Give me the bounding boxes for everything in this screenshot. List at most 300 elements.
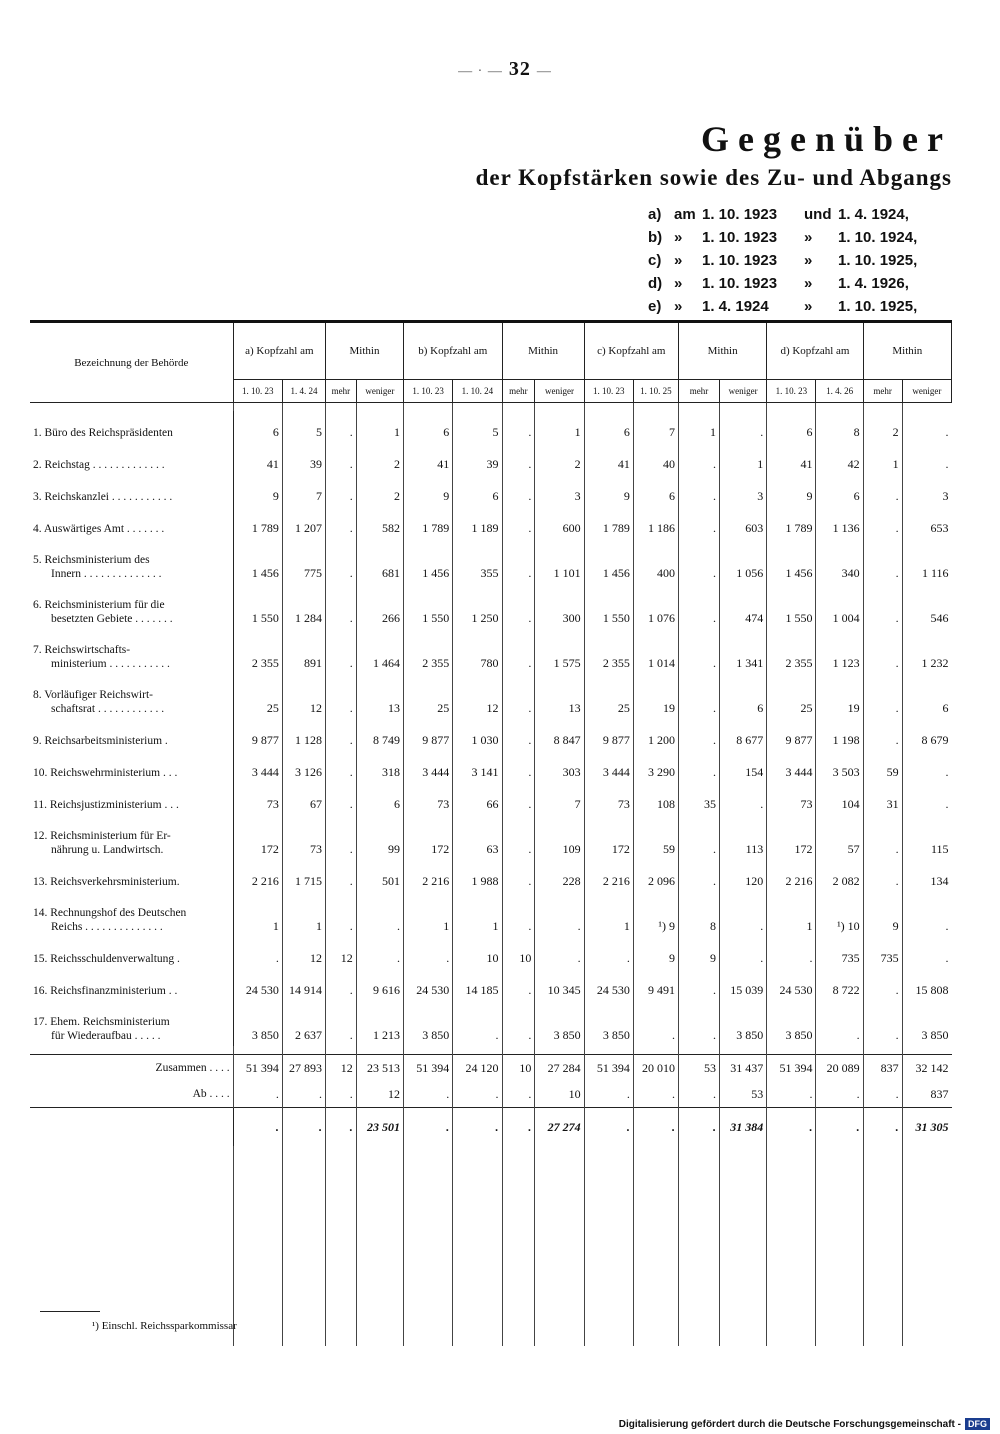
column-header-mithin-a: Mithin: [326, 322, 404, 380]
table-cell: 891: [282, 629, 325, 674]
table-cell: 31 384: [720, 1108, 767, 1147]
table-cell: .: [816, 1108, 863, 1147]
table-cell: 1 004: [816, 584, 863, 629]
table-cell: 8: [816, 411, 863, 443]
table-cell: 1 550: [404, 584, 453, 629]
table-cell: 603: [720, 507, 767, 539]
table-row: [30, 719, 952, 751]
table-cell: .: [863, 539, 902, 584]
table-cell: 10: [535, 1081, 584, 1108]
authority-name-line: 9. Reichsarbeitsministerium .: [33, 735, 168, 747]
filler-cell: [453, 1146, 502, 1346]
table-cell: 3 141: [453, 751, 502, 783]
table-cell: 3 444: [584, 751, 633, 783]
table-cell: 2: [356, 475, 403, 507]
table-cell: 104: [816, 783, 863, 815]
authority-name: [30, 751, 233, 783]
table-cell: .: [502, 475, 535, 507]
table-cell: .: [502, 443, 535, 475]
table-cell: 9 491: [633, 969, 678, 1001]
filler-cell: [326, 1146, 357, 1346]
table-cell: .: [816, 1081, 863, 1108]
table-cell: 3 850: [584, 1001, 633, 1046]
table-cell: 8: [679, 892, 720, 937]
table-cell: 3: [535, 475, 584, 507]
filler-cell: [720, 1146, 767, 1346]
date-connector: und: [804, 206, 832, 223]
table-cell: 6: [902, 674, 951, 719]
spacer-cell: [233, 1046, 282, 1055]
page-number-value: 32: [508, 58, 531, 80]
table-cell: 1 207: [282, 507, 325, 539]
table-cell: 6: [404, 411, 453, 443]
table-cell: 837: [902, 1081, 951, 1108]
deduction-row: [30, 1081, 952, 1108]
table-cell: .: [679, 507, 720, 539]
table-cell: 12: [453, 674, 502, 719]
table-cell: .: [326, 584, 357, 629]
table-cell: 59: [633, 815, 678, 860]
table-cell: .: [326, 1108, 357, 1147]
date-to: 1. 10. 1924,: [838, 229, 918, 246]
table-cell: .: [535, 937, 584, 969]
table-cell: 41: [767, 443, 816, 475]
table-cell: 3 850: [720, 1001, 767, 1046]
date-from: 1. 4. 1924: [702, 298, 769, 315]
table-cell: .: [679, 969, 720, 1001]
table-cell: .: [535, 892, 584, 937]
spacer-cell: [356, 1046, 403, 1055]
table-cell: 1 232: [902, 629, 951, 674]
table-cell: 57: [816, 815, 863, 860]
authority-name-line: 13. Reichsverkehrsministerium.: [33, 876, 180, 888]
table-cell: 73: [767, 783, 816, 815]
date-to: 1. 10. 1925,: [838, 298, 918, 315]
spacer-cell: [720, 1046, 767, 1055]
table-cell: .: [502, 969, 535, 1001]
table-row: [30, 860, 952, 892]
table-row: [30, 674, 952, 719]
table-cell: 3 503: [816, 751, 863, 783]
table-cell: .: [679, 475, 720, 507]
table-cell: 99: [356, 815, 403, 860]
column-header-date: 1. 4. 26: [816, 380, 863, 403]
result-row: [30, 1108, 952, 1147]
authority-name-line: besetzten Gebiete . . . . . . .: [51, 613, 173, 625]
spacer-cell: [453, 1046, 502, 1055]
table-cell: 13: [356, 674, 403, 719]
column-header-kopfzahl-d: d) Kopfzahl am: [767, 322, 863, 380]
table-cell: 7: [535, 783, 584, 815]
filler-cell: [233, 1146, 282, 1346]
table-cell: 1 341: [720, 629, 767, 674]
table-cell: .: [679, 539, 720, 584]
table-cell: 1: [233, 892, 282, 937]
table-cell: .: [326, 815, 357, 860]
table-cell: 1 076: [633, 584, 678, 629]
table-cell: .: [233, 937, 282, 969]
table-cell: 1: [453, 892, 502, 937]
spacer-cell: [863, 403, 902, 412]
authority-name: [30, 584, 233, 629]
authority-name-line: 17. Ehem. Reichsministerium: [33, 1016, 170, 1028]
table-row: [30, 1001, 952, 1046]
table-cell: 12: [326, 1055, 357, 1082]
table-row: [30, 629, 952, 674]
column-header-mehr: mehr: [502, 380, 535, 403]
authority-name-line: nährung u. Landwirtsch.: [51, 844, 164, 856]
authority-name-line: für Wiederaufbau . . . . .: [51, 1030, 161, 1042]
table-cell: 8 679: [902, 719, 951, 751]
table-cell: 73: [233, 783, 282, 815]
table-cell: 9: [767, 475, 816, 507]
spacer-cell: [767, 403, 816, 412]
column-header-kopfzahl-a: a) Kopfzahl am: [233, 322, 325, 380]
authority-name: [30, 539, 233, 584]
table-cell: 837: [863, 1055, 902, 1082]
table-row: [30, 937, 952, 969]
spacer-cell: [633, 403, 678, 412]
authority-name-line: 12. Reichsministerium für Er-: [33, 830, 171, 842]
table-cell: 42: [816, 443, 863, 475]
table-cell: .: [902, 892, 951, 937]
date-from: 1. 10. 1923: [702, 206, 778, 223]
table-cell: .: [863, 584, 902, 629]
column-header-date: 1. 10. 23: [404, 380, 453, 403]
table-cell: 1 198: [816, 719, 863, 751]
table-cell: 2 355: [233, 629, 282, 674]
date-label: b): [648, 229, 663, 246]
table-row: [30, 751, 952, 783]
dash-right: —: [536, 64, 552, 79]
table-cell: 1 789: [233, 507, 282, 539]
table-cell: 6: [633, 475, 678, 507]
table-cell: 1 123: [816, 629, 863, 674]
table-cell: .: [326, 1001, 357, 1046]
table-cell: 1 715: [282, 860, 325, 892]
table-cell: 653: [902, 507, 951, 539]
table-cell: 1 789: [767, 507, 816, 539]
table-cell: .: [502, 507, 535, 539]
authority-name-line: 5. Reichsministerium des: [33, 554, 150, 566]
date-line: [648, 295, 948, 318]
column-header-weniger: weniger: [535, 380, 584, 403]
table-cell: 51 394: [233, 1055, 282, 1082]
table-cell: .: [502, 629, 535, 674]
table-cell: .: [502, 1081, 535, 1108]
table-cell: 2: [535, 443, 584, 475]
dfg-logo: DFG: [965, 1418, 990, 1430]
table-cell: .: [863, 860, 902, 892]
table-cell: 1 456: [233, 539, 282, 584]
table-cell: .: [902, 783, 951, 815]
table-cell: 303: [535, 751, 584, 783]
date-from: 1. 10. 1923: [702, 229, 778, 246]
table-cell: 3 850: [535, 1001, 584, 1046]
staff-table: [30, 320, 952, 1346]
table-cell: 355: [453, 539, 502, 584]
table-cell: 8 677: [720, 719, 767, 751]
table-cell: .: [326, 860, 357, 892]
table-cell: 2: [356, 443, 403, 475]
table-cell: 13: [535, 674, 584, 719]
table-cell: 1 128: [282, 719, 325, 751]
table-cell: 1 213: [356, 1001, 403, 1046]
date-label: c): [648, 252, 662, 269]
table-cell: 172: [404, 815, 453, 860]
spacer-cell: [326, 403, 357, 412]
table-cell: 6: [584, 411, 633, 443]
table-cell: 53: [679, 1055, 720, 1082]
table-cell: 19: [816, 674, 863, 719]
column-header-date: 1. 10. 23: [584, 380, 633, 403]
table-cell: 2 216: [404, 860, 453, 892]
table-cell: 9 877: [767, 719, 816, 751]
table-cell: 3 850: [902, 1001, 951, 1046]
table-cell: 2 216: [233, 860, 282, 892]
table-cell: .: [720, 937, 767, 969]
table-cell: 3 850: [233, 1001, 282, 1046]
table-cell: 20 010: [633, 1055, 678, 1082]
table-cell: .: [863, 674, 902, 719]
spacer-cell: [584, 1046, 633, 1055]
table-cell: 2 355: [767, 629, 816, 674]
table-cell: 10: [453, 937, 502, 969]
table-cell: 9: [404, 475, 453, 507]
date-line: [648, 249, 948, 272]
table-cell: 6: [453, 475, 502, 507]
table-cell: 31 437: [720, 1055, 767, 1082]
authority-name-line: 10. Reichswehrministerium . . .: [33, 767, 178, 779]
table-cell: 300: [535, 584, 584, 629]
footnote: ¹) Einschl. Reichssparkommissar: [92, 1320, 237, 1332]
table-cell: 5: [453, 411, 502, 443]
authority-name-line: 1. Büro des Reichspräsidenten: [33, 427, 173, 439]
filler-cell: [356, 1146, 403, 1346]
date-line: [648, 226, 948, 249]
spacer-cell: [767, 1046, 816, 1055]
table-cell: 12: [356, 1081, 403, 1108]
footnote-rule: [40, 1311, 100, 1312]
table-cell: .: [502, 751, 535, 783]
authority-name-line: ministerium . . . . . . . . . . .: [51, 658, 170, 670]
filler-cell: [30, 1146, 233, 1346]
table-cell: .: [453, 1081, 502, 1108]
table-cell: 2 082: [816, 860, 863, 892]
table-cell: 24 530: [233, 969, 282, 1001]
digitization-credit: [619, 1418, 990, 1430]
table-cell: 6: [356, 783, 403, 815]
table-cell: 1 988: [453, 860, 502, 892]
authority-name-line: 8. Vorläufiger Reichswirt-: [33, 689, 153, 701]
table-cell: 41: [584, 443, 633, 475]
table-cell: .: [356, 937, 403, 969]
table-cell: .: [863, 1001, 902, 1046]
table-cell: .: [282, 1081, 325, 1108]
spacer-cell: [584, 403, 633, 412]
table-cell: 228: [535, 860, 584, 892]
table-cell: .: [326, 969, 357, 1001]
table-cell: .: [326, 507, 357, 539]
authority-name-line: 14. Rechnungshof des Deutschen: [33, 907, 187, 919]
table-cell: 1 200: [633, 719, 678, 751]
column-header-date: 1. 10. 23: [233, 380, 282, 403]
column-header-date: 1. 10. 24: [453, 380, 502, 403]
table-cell: 266: [356, 584, 403, 629]
table-cell: 1: [767, 892, 816, 937]
table-cell: .: [863, 1081, 902, 1108]
table-body: [30, 403, 952, 1347]
spacer-cell: [326, 1046, 357, 1055]
table-row: [30, 584, 952, 629]
table-cell: .: [679, 443, 720, 475]
table-cell: 23 501: [356, 1108, 403, 1147]
table-cell: 24 530: [767, 969, 816, 1001]
table-cell: 1: [356, 411, 403, 443]
table-cell: 25: [404, 674, 453, 719]
table-cell: 39: [282, 443, 325, 475]
filler-cell: [584, 1146, 633, 1346]
table-cell: .: [679, 584, 720, 629]
table-row: [30, 815, 952, 860]
table-cell: 1 550: [767, 584, 816, 629]
table-cell: .: [502, 1108, 535, 1147]
table-cell: 1 136: [816, 507, 863, 539]
date-to: 1. 4. 1926,: [838, 275, 909, 292]
table-cell: 6: [767, 411, 816, 443]
table-cell: .: [326, 539, 357, 584]
authority-name: [30, 507, 233, 539]
table-row: [30, 507, 952, 539]
table-cell: 1 250: [453, 584, 502, 629]
table-cell: .: [404, 1108, 453, 1147]
date-label: a): [648, 206, 662, 223]
table-cell: 14 914: [282, 969, 325, 1001]
table-cell: .: [326, 674, 357, 719]
table-cell: 1: [584, 892, 633, 937]
table-cell: 66: [453, 783, 502, 815]
column-header-authority: Bezeichnung der Behörde: [30, 322, 233, 403]
table-cell: 40: [633, 443, 678, 475]
deduction-label: Ab . . . .: [192, 1088, 230, 1100]
table-cell: 474: [720, 584, 767, 629]
filler-cell: [404, 1146, 453, 1346]
spacer-cell: [535, 1046, 584, 1055]
table-cell: 63: [453, 815, 502, 860]
table-cell: 1 789: [404, 507, 453, 539]
filler-cell: [816, 1146, 863, 1346]
table-cell: 9: [633, 937, 678, 969]
table-cell: 1: [404, 892, 453, 937]
table-cell: 31: [863, 783, 902, 815]
spacer-cell: [404, 403, 453, 412]
table-cell: 172: [584, 815, 633, 860]
table-cell: 41: [404, 443, 453, 475]
spacer-row: [30, 403, 952, 412]
table-cell: .: [720, 892, 767, 937]
spacer-cell: [30, 403, 233, 412]
date-from: 1. 10. 1923: [702, 252, 778, 269]
table-cell: 51 394: [767, 1055, 816, 1082]
spacer-cell: [679, 403, 720, 412]
page-title: Gegenüber: [701, 119, 952, 159]
table-cell: ¹) 9: [633, 892, 678, 937]
table-cell: 51 394: [584, 1055, 633, 1082]
spacer-cell: [502, 403, 535, 412]
table-cell: 2 355: [584, 629, 633, 674]
table-cell: 73: [584, 783, 633, 815]
table-cell: .: [233, 1081, 282, 1108]
table-cell: 340: [816, 539, 863, 584]
table-cell: 9: [679, 937, 720, 969]
authority-name: [30, 783, 233, 815]
table-cell: .: [584, 1081, 633, 1108]
table-cell: 172: [233, 815, 282, 860]
authority-name: [30, 1001, 233, 1046]
table-cell: .: [679, 1081, 720, 1108]
filler-row: [30, 1146, 952, 1346]
table-cell: 1 101: [535, 539, 584, 584]
table-cell: .: [767, 937, 816, 969]
table-cell: .: [502, 411, 535, 443]
table-cell: 3: [720, 475, 767, 507]
table-cell: 15 039: [720, 969, 767, 1001]
table-cell: 501: [356, 860, 403, 892]
date-prefix: »: [674, 229, 683, 246]
column-header-mehr: mehr: [863, 380, 902, 403]
table-cell: 1 456: [404, 539, 453, 584]
table-cell: 14 185: [453, 969, 502, 1001]
column-header-kopfzahl-c: c) Kopfzahl am: [584, 322, 678, 380]
date-line: [648, 203, 948, 226]
page-subtitle: der Kopfstärken sowie des Zu- und Abgangs: [475, 165, 952, 190]
filler-cell: [633, 1146, 678, 1346]
table-cell: 10: [502, 937, 535, 969]
table-cell: 10 345: [535, 969, 584, 1001]
table-cell: .: [502, 783, 535, 815]
column-header-date: 1. 4. 24: [282, 380, 325, 403]
column-header-weniger: weniger: [356, 380, 403, 403]
table-cell: 15 808: [902, 969, 951, 1001]
table-cell: 31 305: [902, 1108, 951, 1147]
table-cell: 39: [453, 443, 502, 475]
date-connector: »: [804, 275, 813, 292]
spacer-cell: [679, 1046, 720, 1055]
spacer-cell: [453, 403, 502, 412]
filler-cell: [863, 1146, 902, 1346]
authority-name-line: schaftsrat . . . . . . . . . . . .: [51, 703, 165, 715]
date-connector: »: [804, 229, 813, 246]
table-cell: 1 116: [902, 539, 951, 584]
table-cell: 9 616: [356, 969, 403, 1001]
table-cell: .: [453, 1108, 502, 1147]
table-cell: .: [863, 719, 902, 751]
table-cell: 8 749: [356, 719, 403, 751]
table-cell: .: [502, 584, 535, 629]
spacer-cell: [282, 1046, 325, 1055]
table-cell: 1 464: [356, 629, 403, 674]
table-cell: 25: [767, 674, 816, 719]
table-cell: .: [502, 815, 535, 860]
table-row: [30, 892, 952, 937]
authority-name: [30, 674, 233, 719]
table-cell: .: [902, 937, 951, 969]
table-cell: 113: [720, 815, 767, 860]
authority-name: [30, 719, 233, 751]
table-cell: 24 530: [404, 969, 453, 1001]
table-cell: 10: [502, 1055, 535, 1082]
authority-name-line: 11. Reichsjustizministerium . . .: [33, 799, 179, 811]
